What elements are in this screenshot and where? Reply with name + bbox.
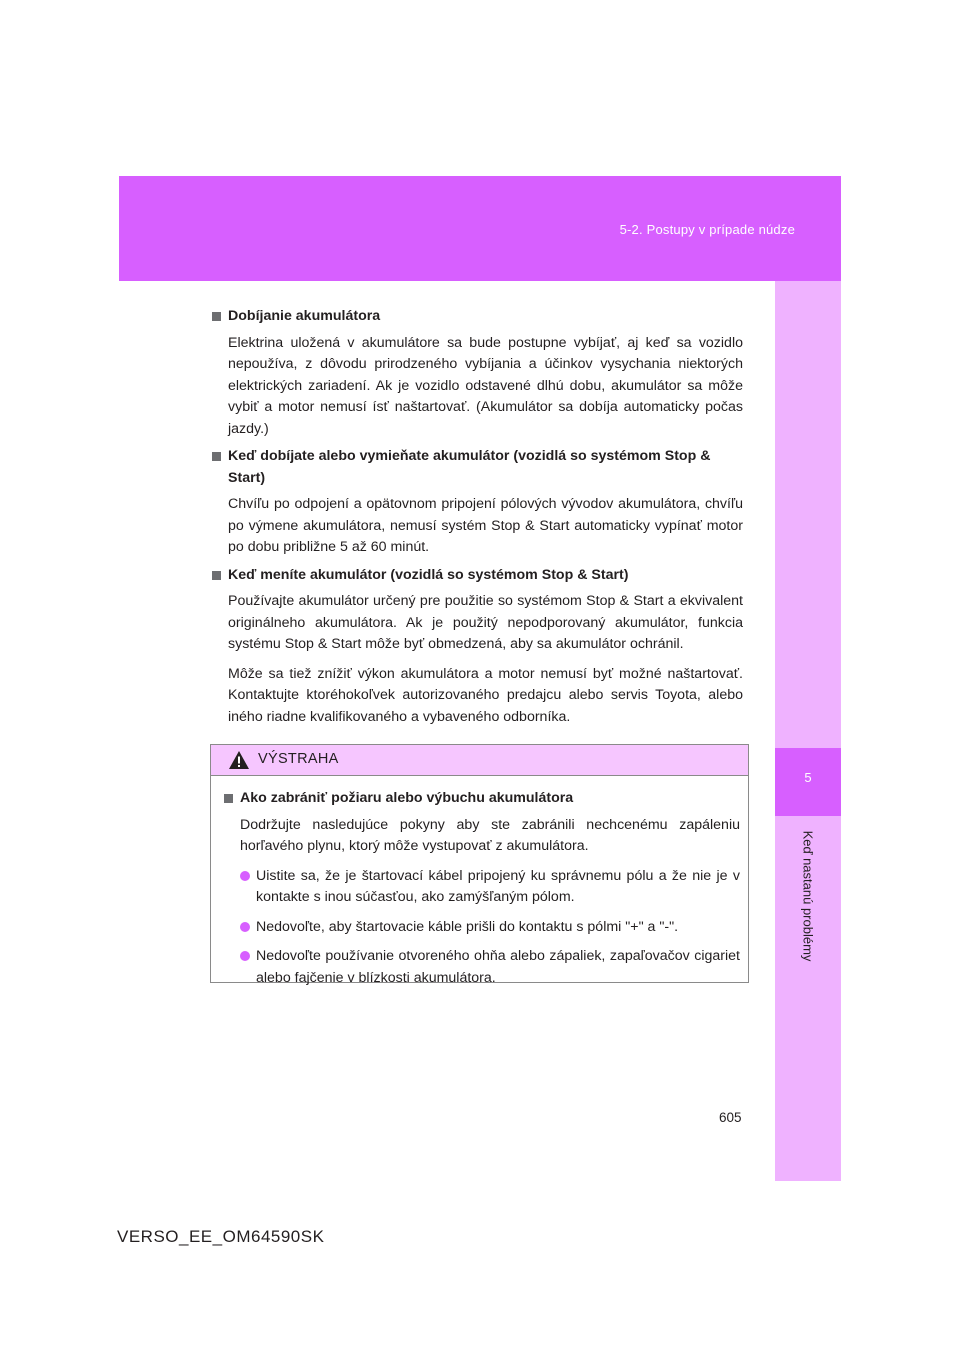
square-bullet-icon xyxy=(224,794,233,803)
warning-triangle-icon xyxy=(228,750,250,770)
chapter-number: 5 xyxy=(804,770,812,785)
warning-title: VÝSTRAHA xyxy=(258,751,339,767)
section-heading xyxy=(212,306,743,328)
page-number: 605 xyxy=(719,1110,742,1125)
section-stop-start-replace xyxy=(212,565,743,729)
section-heading xyxy=(212,565,743,587)
chapter-label: Keď nastanú problémy xyxy=(800,830,816,962)
warning-box xyxy=(210,744,749,986)
section-title: 5-2. Postupy v prípade núdze xyxy=(619,222,795,237)
section-paragraph: Chvíľu po odpojení a opätovnom pripojení pólových vývodov akumulátora, chvíľu po výmene akumulátora, nemusí systém Stop & Start automaticky vypínať motor po dobu približne 5 až 60 minút. xyxy=(228,496,743,555)
round-bullet-icon xyxy=(240,922,250,932)
square-bullet-icon xyxy=(212,312,221,321)
section-charging xyxy=(212,306,743,440)
square-bullet-icon xyxy=(212,571,221,580)
section-stop-start-charging xyxy=(212,446,743,559)
square-bullet-icon xyxy=(212,452,221,461)
warning-heading xyxy=(224,788,740,810)
section-heading xyxy=(212,446,743,489)
round-bullet-icon xyxy=(240,951,250,961)
warning-bullet xyxy=(224,917,740,939)
warning-heading-text: Ako zabrániť požiaru alebo výbuchu akumulátora xyxy=(240,790,574,806)
section-heading-text: Dobíjanie akumulátora xyxy=(228,308,381,324)
warning-bullet-text: Uistite sa, že je štartovací kábel pripojený ku správnemu pólu a že nie je v kontakte s inou súčasťou, ako zamýšľaným pólom. xyxy=(256,867,740,905)
main-content xyxy=(212,306,743,734)
section-paragraph: Používajte akumulátor určený pre použitie so systémom Stop & Start a ekvivalent originálneho akumulátora. Ak je použitý nepodporovaný akumulátor, funkcia systému Stop & Start môže byť obmedzená, aby sa akumulátor ochránil. xyxy=(228,593,743,652)
warning-bullet xyxy=(224,946,740,989)
section-paragraph: Elektrina uložená v akumulátore sa bude postupne vybíjať, aj keď sa vozidlo nepoužíva, z dôvodu prirodzeného vybíjania a účinkov vysychania niektorých elektrických zariadení. Ak je vozidlo odstavené dlhú dobu, akumulátor sa môže vybiť a motor nemusí ísť naštartovať. (Akumulátor sa dobíja automaticky počas jazdy.) xyxy=(228,334,743,437)
warning-intro: Dodržujte nasledujúce pokyny aby ste zabránili nechcenému zapáleniu horľavého plynu, ktorý môže vystupovať z akumulátora. xyxy=(240,816,740,854)
warning-bullet-text: Nedovoľte používanie otvoreného ohňa alebo zápaliek, zapaľovačov cigariet alebo fajčenie v blízkosti akumulátora. xyxy=(256,948,740,986)
section-heading-text: Keď meníte akumulátor (vozidlá so systémom Stop & Start) xyxy=(228,566,629,583)
round-bullet-icon xyxy=(240,871,250,881)
chapter-header-band xyxy=(119,176,841,281)
chapter-side-tab xyxy=(775,281,841,1181)
document-code: VERSO_EE_OM64590SK xyxy=(117,1227,325,1246)
chapter-number-tab xyxy=(775,748,841,816)
warning-bullet xyxy=(224,866,740,909)
warning-bullet-text: Nedovoľte, aby štartovacie káble prišli do kontaktu s pólmi "+" a "-". xyxy=(256,918,679,935)
warning-body xyxy=(211,776,748,989)
section-paragraph: Môže sa tiež znížiť výkon akumulátora a motor nemusí byť možné naštartovať. Kontaktujte ktoréhokoľvek autorizovaného predajcu alebo servis Toyota, alebo iného riadne kvalifikovaného a vybaveného odborníka. xyxy=(228,665,743,725)
warning-header xyxy=(211,745,748,776)
section-heading-text: Keď dobíjate alebo vymieňate akumulátor (vozidlá so systémom Stop & Start) xyxy=(228,448,711,486)
